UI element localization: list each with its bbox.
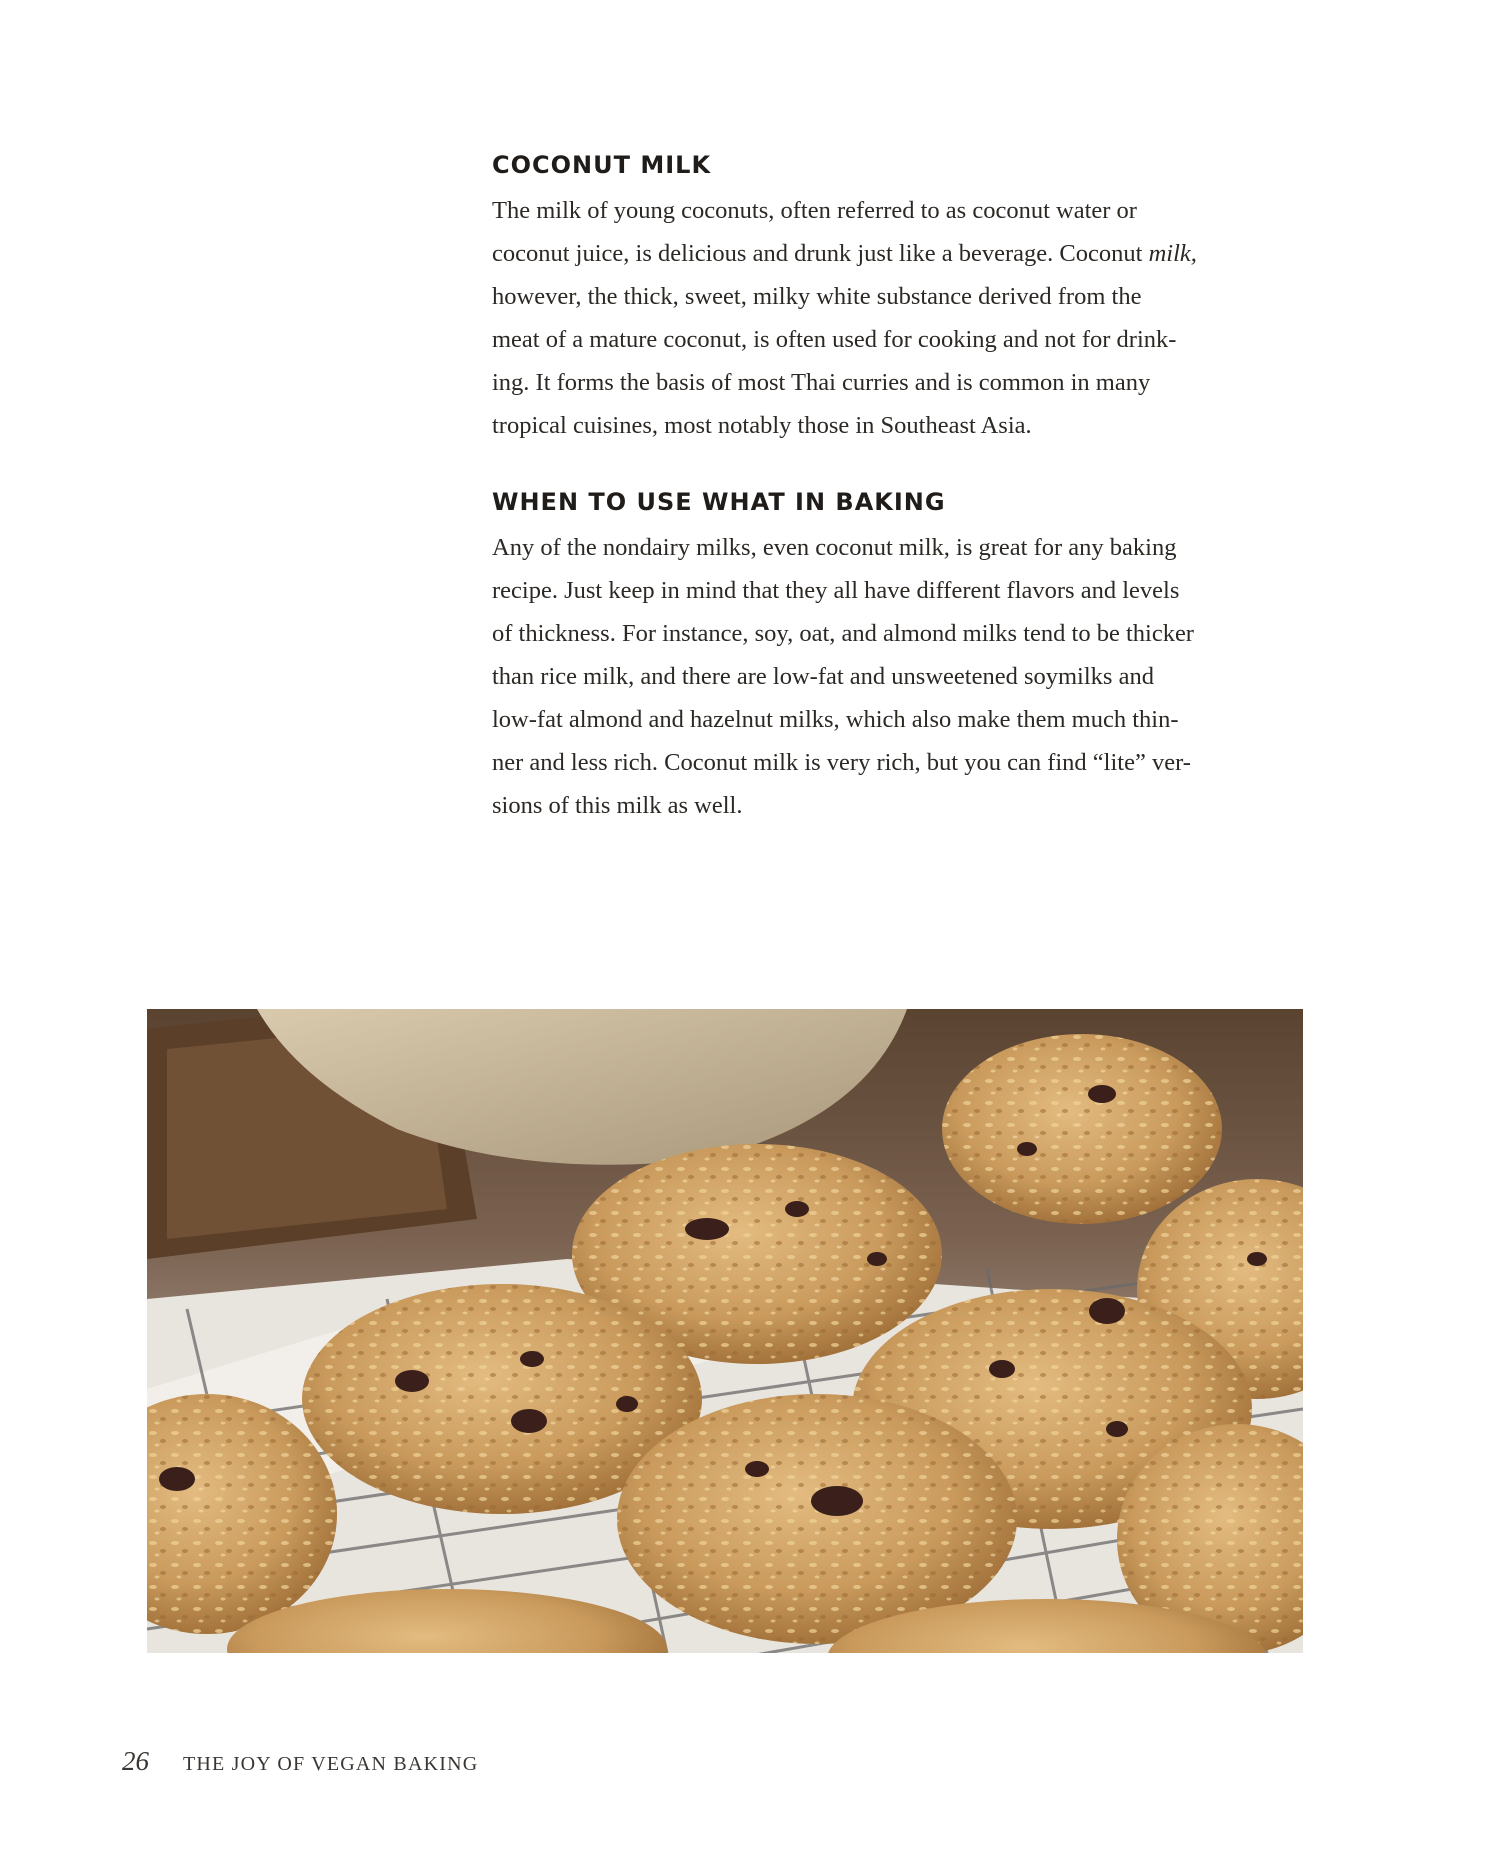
body-line: sions of this milk as well. [492,792,743,820]
page-footer [122,1746,478,1786]
body-line: of thickness. For instance, soy, oat, and almond milks tend to be thicker [492,620,1194,648]
section-body [492,189,1312,447]
italic-word: milk, [1148,240,1197,268]
body-line [492,232,1312,275]
body-line: Any of the nondairy milks, even coconut milk, is great for any baking [492,534,1177,562]
page-number: 26 [122,1746,149,1776]
coconut-milk-section [492,150,1312,447]
body-line: ing. It forms the basis of most Thai curries and is common in many [492,369,1151,397]
section-heading: COCONUT MILK [492,151,712,179]
body-line: low-fat almond and hazelnut milks, which also make them much thin- [492,706,1179,734]
body-line: than rice milk, and there are low-fat and unsweetened soymilks and [492,663,1154,691]
body-line-text: coconut juice, is delicious and drunk just like a beverage. Coconut [492,240,1149,268]
running-title: THE JOY OF VEGAN BAKING [183,1753,479,1775]
body-line: however, the thick, sweet, milky white substance derived from the [492,283,1142,311]
baking-usage-section [492,487,1312,827]
section-heading: WHEN TO USE WHAT IN BAKING [492,488,946,517]
body-line: tropical cuisines, most notably those in Southeast Asia. [492,412,1032,440]
body-line: The milk of young coconuts, often referred to as coconut water or [492,197,1137,225]
section-body [492,526,1312,827]
body-line: recipe. Just keep in mind that they all have different flavors and levels [492,577,1180,605]
body-line: meat of a mature coconut, is often used for cooking and not for drink- [492,326,1177,354]
page-content [492,150,1312,827]
cookies-illustration [147,1009,1303,1653]
body-line: ner and less rich. Coconut milk is very rich, but you can find “lite” ver- [492,749,1191,777]
cookies-photo [147,1009,1303,1653]
